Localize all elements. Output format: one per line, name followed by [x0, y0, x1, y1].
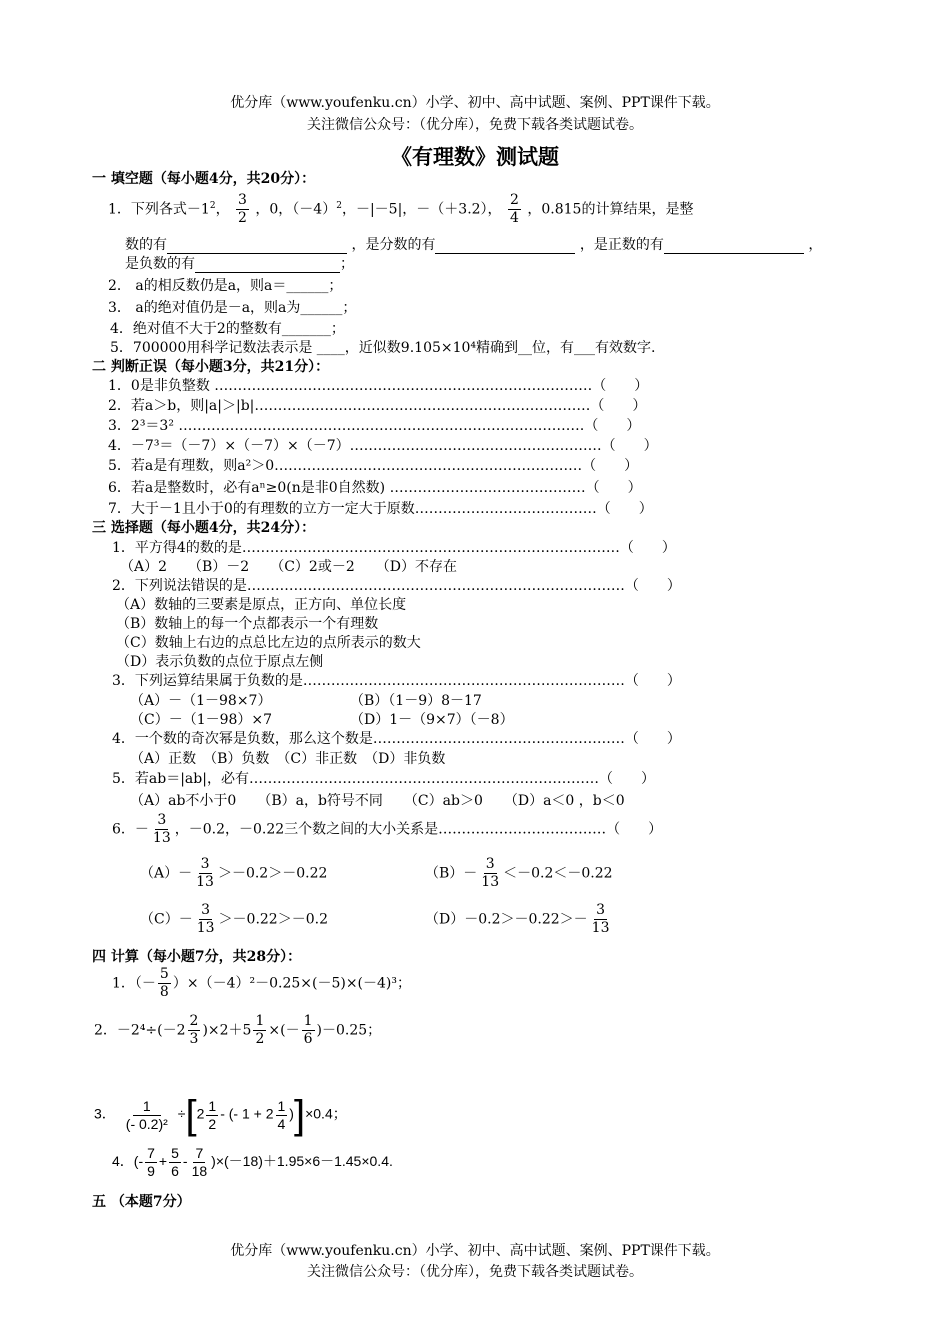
blank-integers[interactable]: [167, 237, 347, 254]
footer-line-2: 关注微信公众号：（优分库），免费下载各类试题试卷。: [307, 1264, 643, 1280]
s3-q5-options: （A）ab不小于0 （B）a，b符号不同 （C）ab＞0 （D）a＜0 ，b＜0: [130, 793, 625, 809]
s3-q5: 5．若ab＝|ab|，必有…………………………………………………………………（ ）: [112, 771, 655, 787]
s1-q4: 4．绝对值不大于2的整数有_______；: [110, 321, 345, 337]
s3-q3-option-b: （B）（1－9）8－17: [350, 693, 482, 709]
s4-q2: 2．－2⁴÷(－2 $\frac{2}{3}$ )×2＋5 $\frac{1}{2}$ ×(－ $\frac{1}{6}$ )－0.25；: [94, 1013, 382, 1047]
s4-q4: 4．(- $\frac{7}{9}$ + $\frac{5}{6}$ - $\frac{7}{18}$ )×(－18)＋1.95×6－1.45×0.4.: [112, 1145, 393, 1179]
fraction: $\frac{1}{6}$: [303, 1013, 313, 1047]
s3-q4-options: （A）正数 （B）负数 （C）非正数 （D）非负数: [130, 751, 446, 767]
s3-q6-option-b: （B）－ $\frac{3}{13}$ ＜－0.2＜－0.22: [425, 856, 613, 890]
section2-heading: 二 判断正误（每小题3分，共21分）：: [92, 359, 330, 375]
fraction: $\frac{3}{13}$: [152, 812, 171, 846]
section5-heading: 五 （本题7分）: [92, 1194, 191, 1210]
fraction: $\frac{1}{4}$: [277, 1097, 286, 1132]
s3-q2-option-c: （C）数轴上右边的点总比左边的点所表示的数大: [116, 635, 421, 651]
s1-q1-line3: 是负数的有 ；: [125, 256, 354, 272]
fraction: $\frac{7}{18}$: [191, 1145, 208, 1179]
s2-item: 6．若a是整数时，必有aⁿ≥0(n是非0自然数) ……………………………………（ ）: [108, 480, 642, 496]
s3-q6-option-d: （D）－0.2＞－0.22＞－ $\frac{3}{13}$: [425, 902, 610, 936]
fraction: $\frac{3}{13}$: [591, 902, 610, 936]
s2-item: 3．2³＝3² ……………………………………………………………………………（ ）: [108, 418, 641, 434]
s3-q6: 6．－ $\frac{3}{13}$ ，－0.2，－0.22三个数之间的大小关系是………………………………（ ）: [112, 812, 663, 846]
blank-negatives[interactable]: [195, 256, 340, 273]
s2-item: 2．若a＞b，则|a|＞|b|………………………………………………………………（ ）: [108, 398, 647, 414]
right-bracket: ]: [293, 1093, 306, 1137]
left-bracket: [: [185, 1093, 197, 1137]
fraction: $\frac{3}{2}$: [238, 192, 247, 226]
s1-q2: 2． a的相反数仍是a，则a＝______；: [108, 278, 343, 294]
fraction: $\frac{1}{2}$: [255, 1013, 265, 1047]
blank-fractions[interactable]: [435, 237, 575, 254]
s2-item: 1．0是非负整数 ………………………………………………………………………（ ）: [108, 378, 649, 394]
s1-q1-line2: 数的有 ，是分数的有 ，是正数的有 ，: [125, 237, 823, 253]
header-line-1: 优分库（www.youfenku.cn）小学、初中、高中试题、案例、PPT课件下载。: [230, 95, 720, 111]
s1-q5: 5．700000用科学记数法表示是 ____，近似数9.105×10⁴精确到__位，有___有效数字.: [110, 340, 656, 356]
fraction: $\frac{7}{9}$: [147, 1145, 155, 1179]
s1-q1-line1: 1．下列各式$-1^2$， $\frac{3}{2}$ ，0，$(-4)^2$，－|－5|，－（＋3.2）， $\frac{2}{4}$ ，0.815的计算结果，是整: [108, 192, 694, 226]
s2-item: 7．大于－1且小于0的有理数的立方一定大于原数…………………………………（ ）: [108, 501, 653, 517]
fraction: $\frac{5}{6}$: [171, 1145, 179, 1179]
s3-q4: 4．一个数的奇次幂是负数，那么这个数是………………………………………………（ ）: [112, 731, 681, 747]
fraction: $\frac{2}{3}$: [189, 1013, 199, 1047]
fraction: $\frac{1}{2}$: [208, 1097, 217, 1132]
s3-q1: 1．平方得4的数的是………………………………………………………………………（ ）: [112, 540, 676, 556]
s2-item: 5．若a是有理数，则a²＞0…………………………………………………………（ ）: [108, 458, 639, 474]
s2-item: 4．－7³＝（－7）×（－7）×（－7）………………………………………………（ ）: [108, 438, 658, 454]
fraction: $\frac{1}{\text{(- 0.2)²}}$: [125, 1097, 168, 1132]
footer-line-1: 优分库（www.youfenku.cn）小学、初中、高中试题、案例、PPT课件下载。: [230, 1243, 720, 1259]
blank-positives[interactable]: [664, 237, 804, 254]
s4-q3: 3． $\frac{1}{\text{(- 0.2)²}}$ ÷[2 $\frac{1}{2}$ - (- 1 + 2 $\frac{1}{4}$ )]×0.4；: [94, 1093, 347, 1137]
s3-q2-option-b: （B）数轴上的每一个点都表示一个有理数: [116, 616, 379, 632]
fraction: $\frac{3}{13}$: [196, 902, 215, 936]
s3-q6-option-c: （C）－ $\frac{3}{13}$ ＞－0.22＞－0.2: [140, 902, 328, 936]
fraction: $\frac{3}{13}$: [196, 856, 214, 890]
s3-q3: 3．下列运算结果属于负数的是……………………………………………………………（ ）: [112, 673, 681, 689]
s3-q3-option-c: （C）－（1－98）×7: [130, 712, 273, 728]
s3-q2-option-a: （A）数轴的三要素是原点，正方向、单位长度: [116, 597, 407, 613]
section3-heading: 三 选择题（每小题4分，共24分）：: [92, 520, 316, 536]
fraction: $\frac{2}{4}$: [510, 192, 519, 226]
s3-q2-option-d: （D）表示负数的点位于原点左侧: [116, 654, 324, 670]
page-title: 《有理数》测试题: [391, 144, 559, 169]
s1-q3: 3． a的绝对值仍是－a，则a为______；: [108, 300, 357, 316]
s3-q1-options: （A）2 （B）－2 （C）2或－2 （D）不存在: [120, 559, 457, 575]
header-line-2: 关注微信公众号：（优分库），免费下载各类试题试卷。: [307, 117, 643, 133]
section4-heading: 四 计算（每小题7分，共28分）：: [92, 949, 302, 965]
fraction: $\frac{3}{13}$: [481, 856, 500, 890]
s3-q6-option-a: （A）－ $\frac{3}{13}$ ＞－0.2＞－0.22: [140, 856, 328, 890]
s3-q3-option-d: （D）1－（9×7）（－8）: [350, 712, 514, 728]
s3-q3-option-a: （A）－（1－98×7）: [130, 693, 272, 709]
s3-q2: 2．下列说法错误的是………………………………………………………………………（ ）: [112, 578, 681, 594]
section1-heading: 一 填空题（每小题4分，共20分）：: [92, 171, 316, 187]
fraction: $\frac{5}{8}$: [159, 966, 169, 1000]
s4-q1: 1．（－ $\frac{5}{8}$ ）×（－4）²－0.25×(－5)×(－4)³；: [112, 966, 412, 1000]
